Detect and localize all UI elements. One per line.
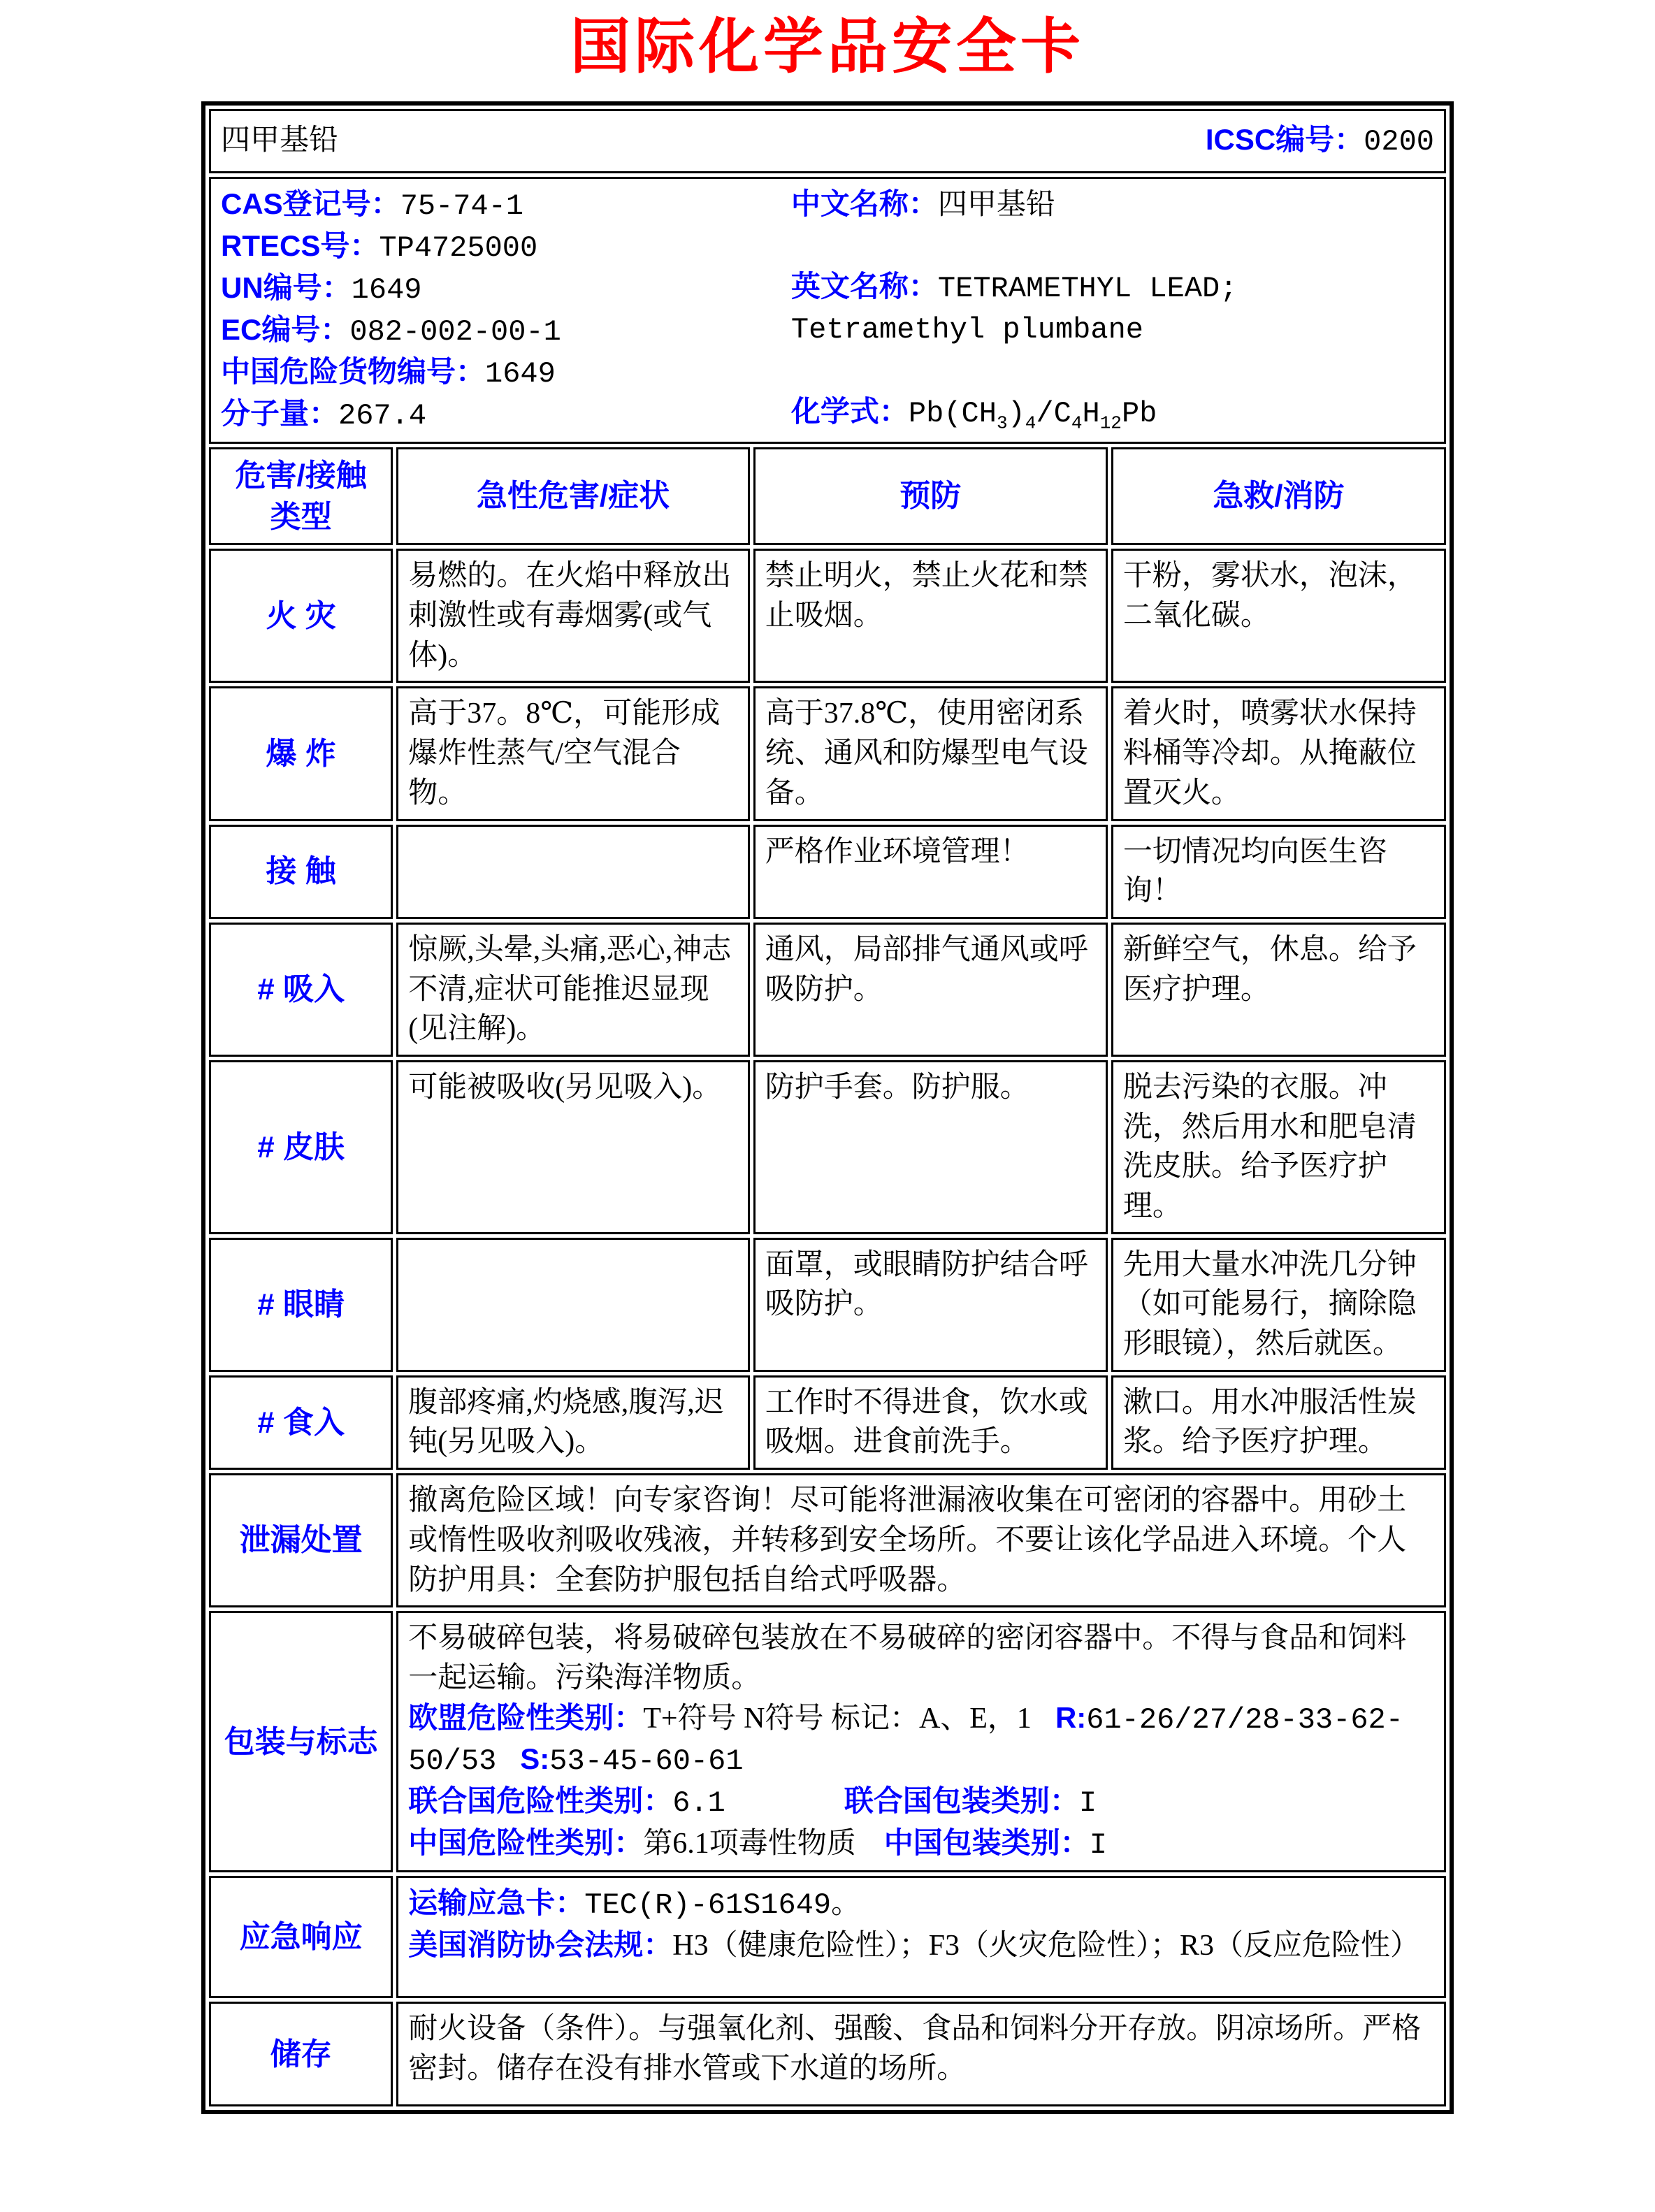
- col-header-symptoms: 急性危害/症状: [396, 447, 749, 546]
- formula-line: [791, 392, 1434, 436]
- r-phrases-label: R:: [1055, 1700, 1087, 1734]
- emergency-response-cell: [396, 1876, 1446, 1998]
- english-name-line: [791, 267, 1434, 349]
- fire-response: 干粉，雾状水，泡沫，二氧化碳。: [1111, 549, 1446, 683]
- english-name-label: 英文名称：: [790, 269, 938, 303]
- un-hazard-class-value: 6.1: [672, 1786, 725, 1820]
- china-dg-number-label: 中国危险货物编号：: [221, 354, 486, 388]
- eyes-prevention: 面罩，或眼睛防护结合呼吸防护。: [753, 1238, 1108, 1372]
- eu-classification-label: 欧盟危险性类别：: [408, 1700, 644, 1734]
- spill-disposal-category: 泄漏处置: [209, 1473, 393, 1607]
- hazard-row-eyes: [209, 1238, 1446, 1372]
- eyes-symptoms: [396, 1238, 749, 1372]
- identifier-list: [221, 185, 791, 436]
- hazard-header-row: [209, 447, 1446, 546]
- packaging-labelling-category: 包装与标志: [209, 1611, 393, 1872]
- china-dg-number-line: [221, 352, 791, 394]
- chinese-name-value: 四甲基铅: [937, 188, 1055, 221]
- cas-number-value: 75-74-1: [400, 189, 524, 223]
- chinese-name-line: [791, 185, 1434, 225]
- nfpa-code-label: 美国消防协会法规：: [408, 1928, 673, 1961]
- transport-emergency-card-line: [408, 1884, 1434, 1925]
- un-number-line: [221, 268, 791, 310]
- molecular-weight-value: 267.4: [338, 398, 427, 433]
- page-title: 国际化学品安全卡: [570, 13, 1085, 80]
- packaging-labelling-row: [209, 1611, 1446, 1872]
- col-header-hazard-type: 危害/接触类型: [209, 447, 393, 546]
- ec-number-value: 082-002-00-1: [349, 315, 561, 349]
- ec-number-line: [221, 310, 791, 352]
- rtecs-number-label: RTECS号：: [221, 229, 380, 262]
- exposure-response: 一切情况均向医生咨询！: [1111, 825, 1446, 919]
- name-formula-block: [791, 185, 1434, 436]
- name-cell: [209, 109, 1446, 173]
- col-header-first-aid: 急救/消防: [1111, 447, 1446, 546]
- ingestion-symptoms: 腹部疼痛,灼烧感,腹泻,迟钝(另见吸入)。: [396, 1375, 749, 1470]
- identifiers-row: [209, 177, 1446, 444]
- storage-category: 储存: [209, 2002, 393, 2106]
- explosion-prevention: 高于37.8℃，使用密闭系统、通风和防爆型电气设备。: [753, 686, 1108, 821]
- molecular-weight-label: 分子量：: [221, 396, 339, 430]
- ec-number-label: EC编号：: [221, 312, 350, 346]
- s-phrases-label: S:: [520, 1742, 550, 1776]
- icsc-number: [1206, 120, 1434, 162]
- ingestion-response: 漱口。用水冲服活性炭浆。给予医疗护理。: [1111, 1375, 1446, 1470]
- transport-emergency-card-value: TEC(R)-61S1649。: [584, 1888, 861, 1923]
- name-row: [209, 109, 1446, 173]
- hazard-row-explosion: [209, 686, 1446, 821]
- formula-value: $Pb(CH_3)_4/C_4H_{12}Pb$: [908, 397, 1157, 434]
- fire-symptoms: 易燃的。在火焰中释放出刺激性或有毒烟雾(或气体)。: [396, 549, 749, 683]
- storage-row: [209, 2002, 1446, 2106]
- storage-text: 耐火设备（条件）。与强氧化剂、强酸、食品和饲料分开存放。阴凉场所。严格密封。储存在没有排水管或下水道的场所。: [396, 2002, 1446, 2106]
- transport-emergency-card-label: 运输应急卡：: [408, 1886, 585, 1920]
- emergency-response-category: 应急响应: [209, 1876, 393, 1998]
- skin-response: 脱去污染的衣服。冲洗，然后用水和肥皂清洗皮肤。给予医疗护理。: [1111, 1060, 1446, 1234]
- skin-prevention: 防护手套。防护服。: [753, 1060, 1108, 1234]
- icsc-number-label: ICSC编号：: [1205, 122, 1364, 156]
- hazard-category-explosion: 爆 炸: [209, 686, 393, 821]
- cn-classification-line: [408, 1823, 1434, 1865]
- skin-symptoms: 可能被吸收(另见吸入)。: [396, 1060, 749, 1234]
- nfpa-code-value: H3（健康危险性）；F3（火灾危险性）；R3（反应危险性）: [672, 1930, 1419, 1962]
- cn-hazard-class-label: 中国危险性类别：: [408, 1826, 644, 1859]
- hazard-category-skin: # 皮肤: [209, 1060, 393, 1234]
- english-name-value: TETRAMETHYL LEAD; Tetramethyl plumbane: [790, 271, 1238, 347]
- hazard-category-exposure: 接 触: [209, 825, 393, 919]
- inhalation-response: 新鲜空气，休息。给予医疗护理。: [1111, 923, 1446, 1057]
- explosion-response: 着火时，喷雾状水保持料桶等冷却。从掩蔽位置灭火。: [1111, 686, 1446, 821]
- rtecs-number-line: [221, 226, 791, 268]
- eu-classification-line: [408, 1698, 1434, 1781]
- hazard-row-inhalation: [209, 923, 1446, 1057]
- un-classification-line: [408, 1781, 1434, 1823]
- hazard-row-fire: [209, 549, 1446, 683]
- un-pack-group-label: 联合国包装类别：: [844, 1784, 1079, 1817]
- exposure-symptoms: [396, 825, 749, 919]
- icsc-number-value: 0200: [1364, 124, 1434, 159]
- fire-prevention: 禁止明火，禁止火花和禁止吸烟。: [753, 549, 1108, 683]
- safety-card-table: [201, 101, 1454, 2115]
- un-number-value: 1649: [351, 273, 422, 307]
- identifiers-cell: [209, 177, 1446, 444]
- eu-classification-value: T+符号 N符号 标记：A、E，1: [643, 1702, 1032, 1735]
- china-dg-number-value: 1649: [485, 356, 556, 391]
- formula-label: 化学式：: [790, 395, 909, 428]
- spill-disposal-row: [209, 1473, 1446, 1607]
- emergency-response-row: [209, 1876, 1446, 1998]
- hazard-category-inhalation: # 吸入: [209, 923, 393, 1057]
- hazard-category-eyes: # 眼睛: [209, 1238, 393, 1372]
- cn-pack-group-value: I: [1089, 1828, 1108, 1862]
- r-phrases-value: 61-26/27/28-33-62-50/53: [408, 1703, 1403, 1779]
- molecular-weight-line: [221, 394, 791, 436]
- hazard-category-fire: 火 灾: [209, 549, 393, 683]
- inhalation-prevention: 通风，局部排气通风或呼吸防护。: [753, 923, 1108, 1057]
- s-phrases-value: 53-45-60-61: [549, 1744, 744, 1779]
- cas-number-label: CAS登记号：: [221, 187, 400, 220]
- cn-pack-group-label: 中国包装类别：: [883, 1826, 1090, 1859]
- hazard-row-exposure: [209, 825, 1446, 919]
- hazard-row-ingestion: [209, 1375, 1446, 1470]
- packaging-labelling-cell: [396, 1611, 1446, 1872]
- nfpa-code-line: [408, 1925, 1434, 1966]
- packaging-transport-text: 不易破碎包装，将易破碎包装放在不易破碎的密闭容器中。不得与食品和饲料一起运输。污染海洋物质。: [408, 1622, 1407, 1694]
- col-header-prevention: 预防: [753, 447, 1108, 546]
- rtecs-number-value: TP4725000: [379, 231, 538, 265]
- un-number-label: UN编号：: [221, 270, 352, 304]
- inhalation-symptoms: 惊厥,头晕,头痛,恶心,神志不清,症状可能推迟显现(见注解)。: [396, 923, 749, 1057]
- hazard-category-ingestion: # 食入: [209, 1375, 393, 1470]
- ingestion-prevention: 工作时不得进食，饮水或吸烟。进食前洗手。: [753, 1375, 1108, 1470]
- cn-hazard-class-value: 第6.1项毒性物质: [643, 1827, 856, 1860]
- explosion-symptoms: 高于37。8℃，可能形成爆炸性蒸气/空气混合物。: [396, 686, 749, 821]
- un-hazard-class-label: 联合国危险性类别：: [408, 1784, 673, 1817]
- exposure-prevention: 严格作业环境管理！: [753, 825, 1108, 919]
- chinese-name-label: 中文名称：: [790, 187, 938, 220]
- chemical-name-zh: 四甲基铅: [221, 124, 339, 157]
- spill-disposal-text: 撤离危险区域！向专家咨询！尽可能将泄漏液收集在可密闭的容器中。用砂土或惰性吸收剂吸收残液，并转移到安全场所。不要让该化学品进入环境。个人防护用具：全套防护服包括自给式呼吸器。: [396, 1473, 1446, 1607]
- cas-number-line: [221, 185, 791, 226]
- un-pack-group-value: I: [1078, 1786, 1097, 1820]
- hazard-row-skin: [209, 1060, 1446, 1234]
- eyes-response: 先用大量水冲洗几分钟（如可能易行，摘除隐形眼镜），然后就医。: [1111, 1238, 1446, 1372]
